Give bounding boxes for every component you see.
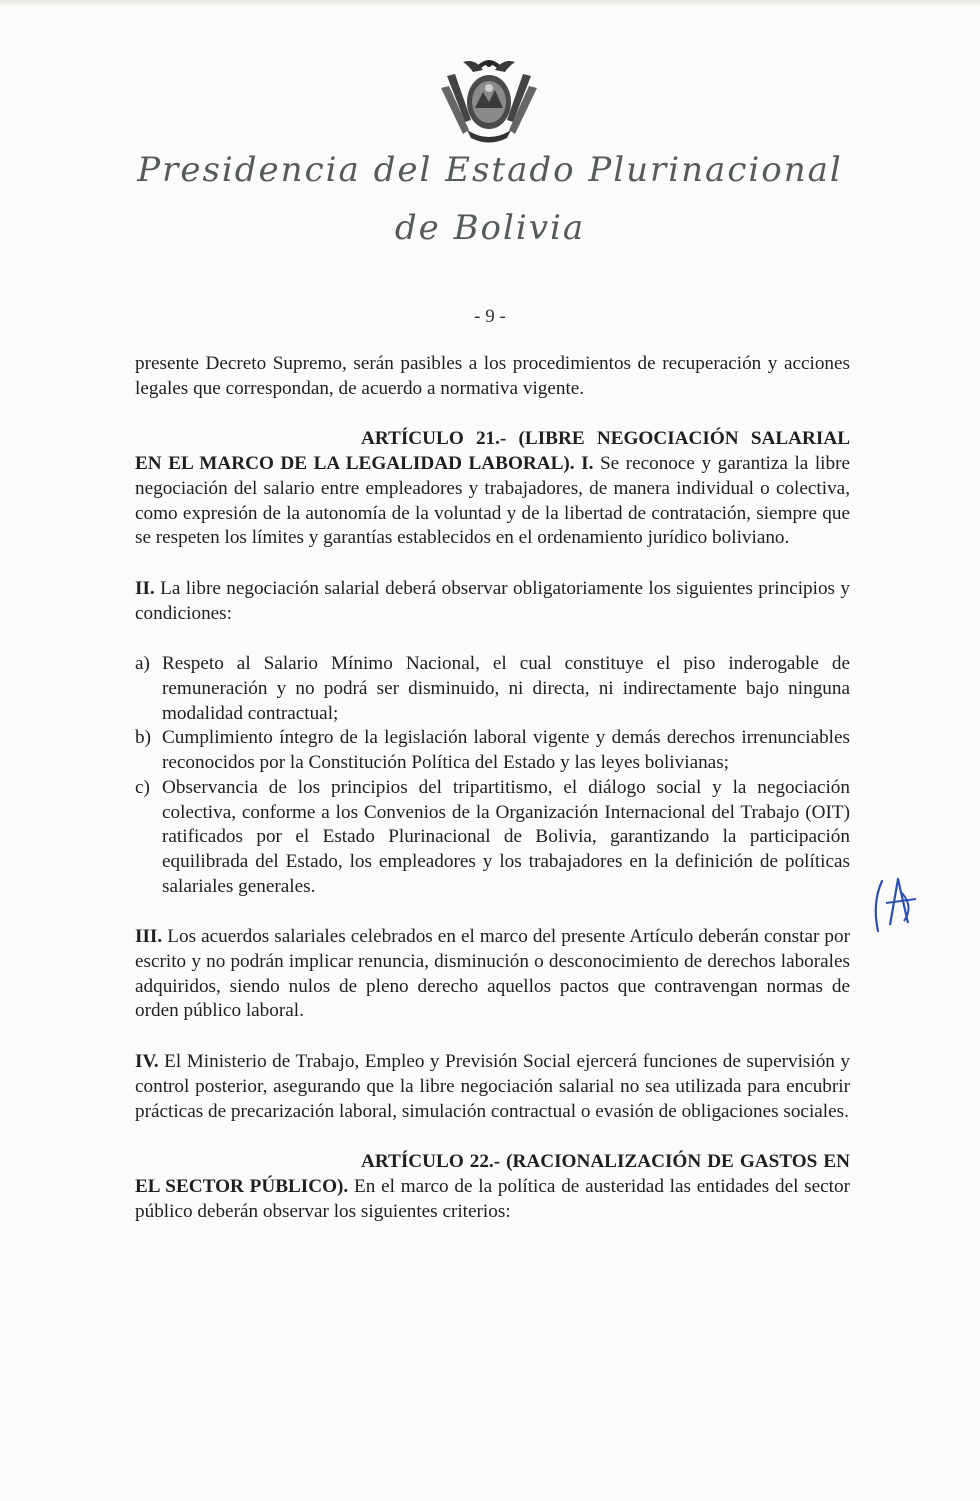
article-21-heading: ARTÍCULO 21.- (LIBRE NEGOCIACIÓN SALARIAL EN EL MARCO DE LA LEGALIDAD LABORAL). <box>135 428 850 475</box>
article-21-paragraph-2 <box>135 577 850 626</box>
scan-edge <box>0 0 980 6</box>
header-bolivia: de Bolivia <box>394 208 586 248</box>
article-21-num-1: I. <box>581 453 594 475</box>
article-21-paragraph-1 <box>135 427 850 551</box>
article-22-paragraph <box>135 1150 850 1224</box>
list-item <box>135 776 850 900</box>
list-item <box>135 726 850 775</box>
list-item-text: Observancia de los principios del tripartitismo, el diálogo social y la negociación colectiva, conforme a los Convenios de la Organización Internacional del Trabajo (OIT) ratificados por el Estado Plurinacional de Bolivia, garantizando la participación equilibrada del Estado, los empleadores y los trabajadores en la definición de políticas salariales generales. <box>162 776 850 897</box>
coat-of-arms-seal <box>433 52 545 147</box>
page-number: - 9 - <box>474 306 506 327</box>
article-21-text-3: Los acuerdos salariales celebrados en el marco del presente Artículo deberán constar por escrito y no podrán implicar renuncia, disminución o desconocimiento de derechos laborales adquiridos, siendo nulos de pleno derecho aquellos pactos que contravengan normas de orden público laboral. <box>135 926 850 1022</box>
conditions-list <box>135 652 850 899</box>
article-21-text-1: Se reconoce y garantiza la libre negociación del salario entre empleadores y trabajadores, de manera individual o colectiva, como expresión de la autonomía de la voluntad y de la libertad de contratación, siempre que se respeten los límites y garantías establecidos en el ordenamiento jurídico boliviano. <box>135 453 850 549</box>
continuation-paragraph: presente Decreto Supremo, serán pasibles a los procedimientos de recuperación y acciones legales que correspondan, de acuerdo a normativa vigente. <box>135 353 850 399</box>
list-marker: c) <box>135 776 150 798</box>
list-item-text: Cumplimiento íntegro de la legislación laboral vigente y demás derechos irrenunciables reconocidos por la Constitución Política del Estado y las leyes bolivianas; <box>162 727 850 774</box>
article-22-text: En el marco de la política de austeridad las entidades del sector público deberán observar los siguientes criterios: <box>135 1175 850 1222</box>
header-presidencia: Presidencia del Estado Plurinacional <box>137 150 843 190</box>
list-item-text: Respeto al Salario Mínimo Nacional, el cual constituye el piso inderogable de remuneración y no podrá ser disminuido, ni directa, ni indirectamente bajo ninguna modalidad contractual; <box>162 653 850 724</box>
list-marker: a) <box>135 653 150 675</box>
article-21-paragraph-4 <box>135 1050 850 1124</box>
article-21-num-3: III. <box>135 926 163 948</box>
article-22-heading: ARTÍCULO 22.- (RACIONALIZACIÓN DE GASTOS EN EL SECTOR PÚBLICO). <box>135 1151 850 1197</box>
article-21-paragraph-3 <box>135 925 850 1024</box>
article-21-num-4: IV. <box>135 1051 159 1073</box>
article-21-text-4: El Ministerio de Trabajo, Empleo y Previsión Social ejercerá funciones de supervisión y control posterior, asegurando que la libre negociación salarial no sea utilizada para encubrir prácticas de precarización laboral, simulación contractual o evasión de obligaciones sociales. <box>135 1051 850 1122</box>
document-body <box>135 352 850 1224</box>
list-marker: b) <box>135 727 151 749</box>
article-21-num-2: II. <box>135 577 155 599</box>
handwritten-initials <box>868 873 922 937</box>
article-21-text-2: La libre negociación salarial deberá observar obligatoriamente los siguientes principios y condiciones: <box>135 577 850 624</box>
list-item <box>135 652 850 726</box>
